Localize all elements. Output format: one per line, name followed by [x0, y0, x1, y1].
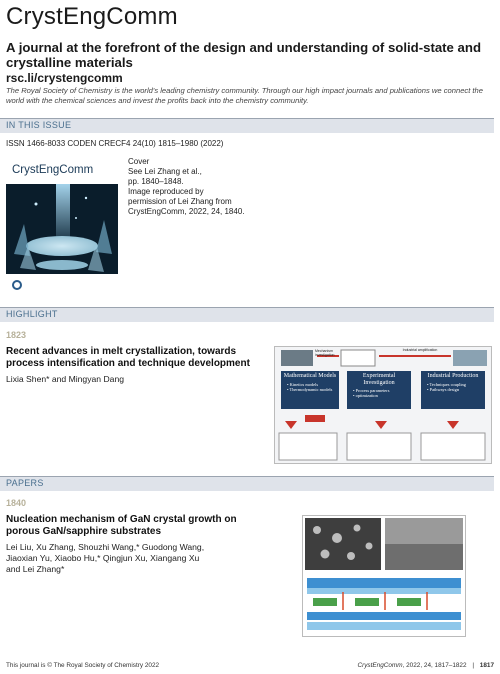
box3-items: • Techniques coupling • Pathways design — [427, 381, 466, 392]
cover-image[interactable] — [6, 156, 118, 302]
cover-caption-line2: pp. 1840–1848. — [128, 177, 184, 186]
box1-items: • Kinetics models • Thermodynamic models — [287, 381, 333, 392]
arrow-mechanism-label: Mechanism investigation — [315, 349, 335, 357]
paper-authors-line2: Jiaoxian Yu, Xiaobo Hu,* Qingjun Xu, Xiangang Xu — [6, 553, 200, 563]
highlight-title[interactable] — [6, 346, 250, 370]
footer-copyright: This journal is © The Royal Society of Chemistry 2022 — [6, 662, 160, 669]
cover-journal-title: CrystEngComm — [12, 164, 94, 176]
journal-name: CrystEngComm — [6, 3, 178, 30]
cover-caption — [128, 167, 278, 217]
journal-url[interactable]: rsc.li/crystengcomm — [6, 71, 123, 85]
box-mathematical-models — [281, 373, 339, 392]
highlight-figure-svg — [275, 347, 491, 463]
paper-authors-line3: and Lei Zhang* — [6, 564, 65, 574]
highlight-graphical-abstract[interactable] — [274, 346, 492, 464]
cover-caption-line5: CrystEngComm, 2022, 24, 1840. — [128, 207, 245, 216]
paper-graphical-abstract[interactable] — [302, 515, 466, 637]
papers-label: PAPERS — [6, 478, 44, 488]
box3-title: Industrial Production — [427, 373, 479, 379]
footer-citation-detail: , 2022, 24, 1817–1822 — [402, 662, 467, 669]
box-experimental-investigation — [347, 373, 411, 398]
paper-page-number[interactable]: 1840 — [6, 498, 27, 508]
footer-citation: CrystEngComm, 2022, 24, 1817–1822 | 1817 — [357, 662, 494, 669]
cover-footer — [6, 274, 118, 302]
paper-title-line1: Nucleation mechanism of GaN crystal growth on — [6, 514, 237, 525]
highlight-authors: Lixia Shen* and Mingyan Dang — [6, 374, 125, 384]
cover-masthead — [6, 156, 118, 184]
rsc-description: The Royal Society of Chemistry is the world's leading chemistry community. Through our high impact journals and publications we connect the world with the chemical sciences and invest the profits back into the chemistry community. — [6, 86, 483, 105]
box-industrial-production — [421, 373, 485, 392]
arrow-industrial-label: Industrial amplification — [402, 348, 438, 352]
issn-line: ISSN 1466-8033 CODEN CRECF4 24(10) 1815–1980 (2022) — [6, 139, 224, 148]
cover-caption-line1: See Lei Zhang et al., — [128, 167, 202, 176]
footer-journal-name: CrystEngComm — [357, 662, 403, 669]
box2-title: Experimental Investigation — [362, 373, 396, 386]
in-this-issue-band — [0, 118, 494, 133]
papers-band — [0, 476, 494, 491]
cover-heading: Cover — [128, 157, 150, 166]
highlight-page-number[interactable]: 1823 — [6, 330, 27, 340]
in-this-issue-label: IN THIS ISSUE — [6, 120, 72, 130]
paper-authors-line1: Lei Liu, Xu Zhang, Shouzhi Wang,* Guodong Wang, — [6, 542, 205, 552]
journal-tagline: A journal at the forefront of the design and understanding of solid-state and crystalline materials — [6, 40, 482, 70]
paper-title[interactable] — [6, 514, 237, 538]
footer-page-number: 1817 — [479, 662, 494, 669]
cover-caption-line3: Image reproduced by — [128, 187, 204, 196]
highlight-band — [0, 307, 494, 322]
paper-title-line2: porous GaN/sapphire substrates — [6, 526, 162, 537]
paper-figure-svg — [303, 516, 465, 636]
rsc-logo-icon — [12, 280, 22, 290]
box2-items: • Process parameters • optimization — [353, 388, 390, 398]
cover-crystals — [6, 184, 118, 274]
highlight-label: HIGHLIGHT — [6, 309, 58, 319]
highlight-title-line1: Recent advances in melt crystallization, towards — [6, 346, 237, 357]
box1-title: Mathematical Models — [283, 373, 337, 379]
highlight-title-line2: process intensification and technique development — [6, 358, 250, 369]
paper-authors — [6, 542, 204, 575]
cover-caption-line4: permission of Lei Zhang from — [128, 197, 232, 206]
